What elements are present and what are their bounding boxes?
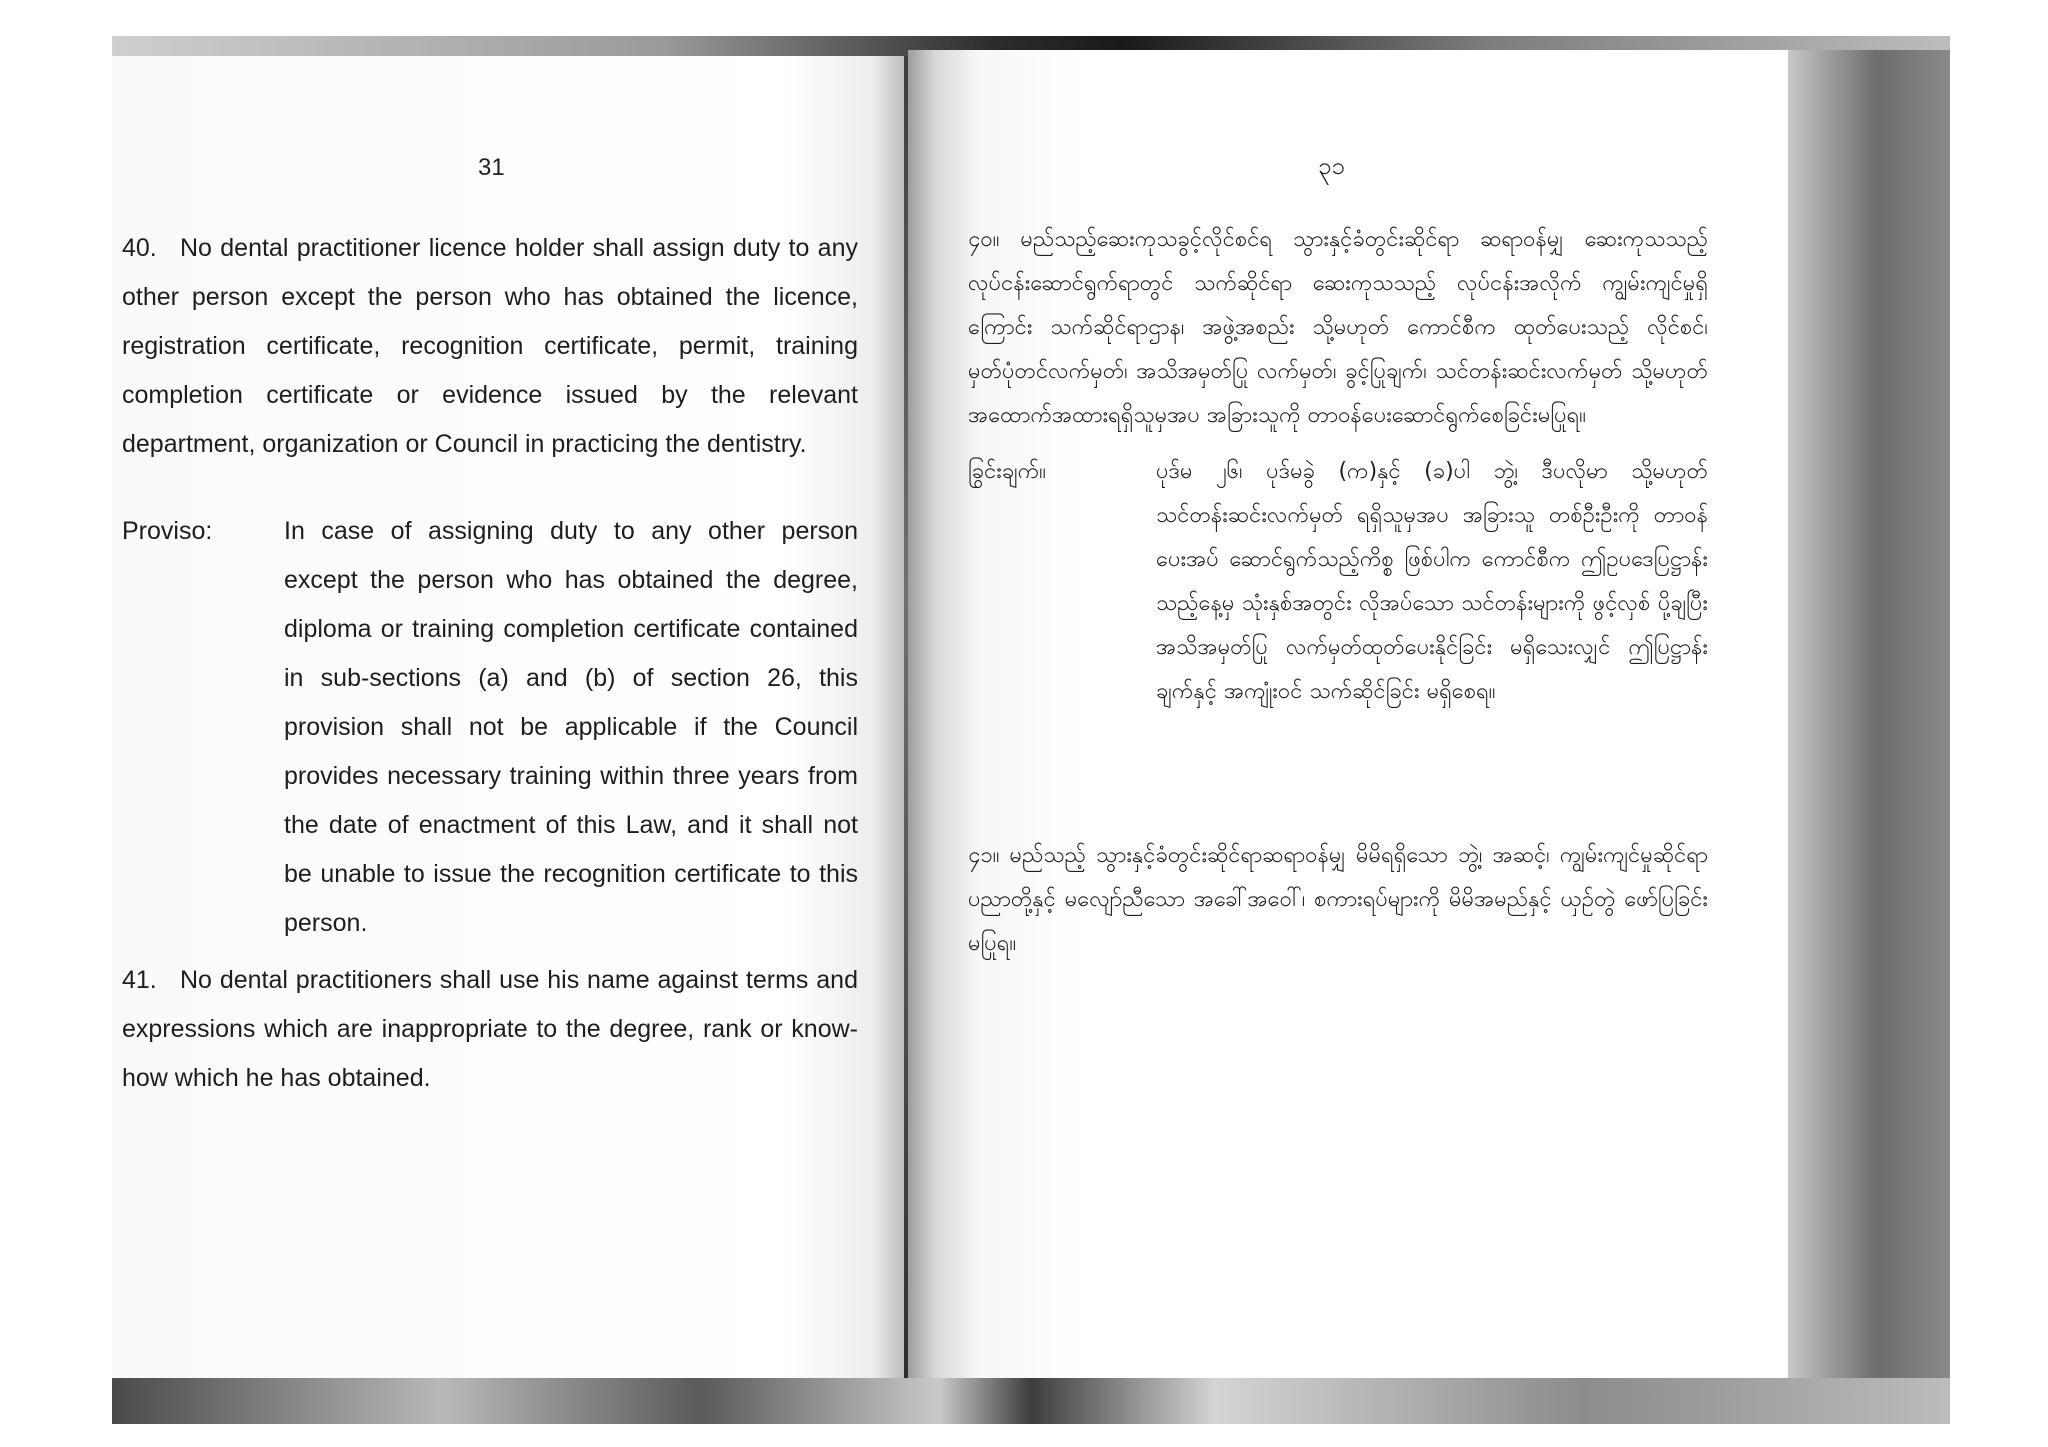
section-text: No dental practitioners shall use his name against terms and expressions which are inappropriate to the degree, rank or know-how which he has obtained.	[122, 966, 858, 1092]
section-41-english	[122, 956, 858, 1103]
section-text: No dental practitioner licence holder shall assign duty to any other person except the person who has obtained the licence, registration certificate, recognition certificate, permit, training completion certificate or evidence issued by the relevant department, organization or Council in practicing the dentistry.	[122, 234, 858, 458]
left-page	[112, 56, 904, 1378]
proviso-text: In case of assigning duty to any other person except the person who has obtained the degree, diploma or training completion certificate contained in sub-sections (a) and (b) of section 26, this provision shall not be applicable if the Council provides necessary training within three years from the date of enactment of this Law, and it shall not be unable to issue the recognition certificate to this person.	[284, 517, 858, 937]
section-number: 40.	[122, 234, 157, 262]
section-number: 41.	[122, 966, 157, 994]
book-spread	[112, 36, 1950, 1424]
page-number-left: 31	[478, 154, 505, 181]
section-40-english	[122, 224, 858, 469]
section-text: မည်သည့်ဆေးကုသခွင့်လိုင်စင်ရ သွားနှင့်ခံတွင်းဆိုင်ရာ ဆရာဝန်မျှ ဆေးကုသသည့် လုပ်ငန်းဆောင်ရွက်ရာတွင် သက်ဆိုင်ရာ ဆေးကုသသည့် လုပ်ငန်းအလိုက် ကျွမ်းကျင်မှုရှိကြောင်း သက်ဆိုင်ရာဌာန၊ အဖွဲ့အစည်း သို့မဟုတ် ကောင်စီက ထုတ်ပေးသည့် လိုင်စင်၊ မှတ်ပုံတင်လက်မှတ်၊ အသိအမှတ်ပြု လက်မှတ်၊ ခွင့်ပြုချက်၊ သင်တန်းဆင်းလက်မှတ် သို့မဟုတ် အထောက်အထားရရှိသူမှအပ အခြားသူကို တာဝန်ပေးဆောင်ရွက်စေခြင်းမပြုရ။	[968, 227, 1708, 428]
section-number: ၄၁။	[968, 843, 1000, 868]
right-page	[908, 50, 1788, 1378]
right-page-body	[968, 218, 1708, 966]
section-41-myanmar	[968, 834, 1708, 966]
scan-bottom-edge	[112, 1378, 1950, 1424]
section-text: မည်သည့် သွားနှင့်ခံတွင်းဆိုင်ရာဆရာဝန်မျှ မိမိရရှိသော ဘွဲ့၊ အဆင့်၊ ကျွမ်းကျင်မှုဆိုင်ရာ ပညာတို့နှင့် မလျော်ညီသော အခေါ်အဝေါ်၊ စကားရပ်များကို မိမိအမည်နှင့် ယှဉ်တွဲ ဖော်ပြခြင်း မပြုရ။	[968, 843, 1708, 956]
proviso-english	[122, 507, 858, 948]
proviso-text: ပုဒ်မ ၂၆၊ ပုဒ်မခွဲ (က)နှင့် (ခ)ပါ ဘွဲ့၊ ဒီပလိုမာ သို့မဟုတ် သင်တန်းဆင်းလက်မှတ် ရရှိသူမှအပ အခြားသူ တစ်ဦးဦးကို တာဝန်ပေးအပ် ဆောင်ရွက်သည့်ကိစ္စ ဖြစ်ပါက ကောင်စီက ဤဥပဒေပြဋ္ဌာန်းသည့်နေ့မှ သုံးနှစ်အတွင်း လိုအပ်သော သင်တန်းများကို ဖွင့်လှစ် ပို့ချပြီး အသိအမှတ်ပြု လက်မှတ်ထုတ်ပေးနိုင်ခြင်း မရှိသေးလျှင် ဤပြဋ္ဌာန်းချက်နှင့် အကျုံးဝင် သက်ဆိုင်ခြင်း မရှိစေရ။	[1156, 459, 1708, 704]
proviso-label: ခြွင်းချက်။	[968, 459, 1046, 484]
section-number: ၄၀။	[968, 227, 1000, 252]
proviso-label: Proviso:	[122, 517, 213, 545]
page-number-right: ၃၁	[1318, 152, 1345, 180]
scan-right-shadow	[1788, 50, 1950, 1378]
proviso-myanmar	[968, 450, 1708, 714]
section-40-myanmar	[968, 218, 1708, 438]
left-page-body	[122, 224, 858, 1103]
